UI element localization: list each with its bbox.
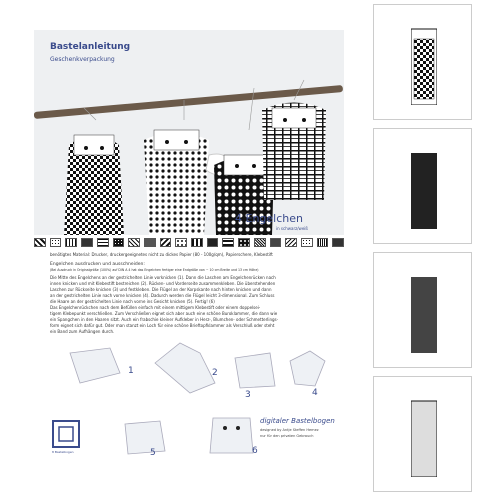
angel-pattern-3: [411, 267, 437, 353]
swatch: [34, 238, 46, 247]
step-number: 1: [128, 366, 134, 376]
product-title: 4 Engelchen: [235, 212, 303, 225]
instruction-line: Laschen zur Rückseite knicken (3) und festkleben. Die Flügel an der Korpskante nach hinten knicken und dann: [50, 287, 272, 292]
swatch: [113, 238, 125, 247]
swatch: [81, 238, 93, 247]
page-title: Bastelanleitung: [50, 42, 131, 52]
page-subtitle: Geschenkverpackung: [50, 56, 115, 63]
logo-text: 8 Bastelbogen: [52, 450, 74, 454]
thumbnail-1[interactable]: [373, 4, 472, 120]
step-1-illustration: [65, 343, 125, 388]
step-3-illustration: [230, 348, 280, 393]
instruction-line: ein Band zum Aufhängen durch.: [50, 329, 115, 334]
thumbnail-4[interactable]: [373, 376, 472, 492]
product-subtitle: in schwarz/weiß: [276, 226, 308, 231]
swatch: [175, 238, 187, 247]
swatch: [128, 238, 140, 247]
instruction-line: form eignet sich dafür gut. Oder man stanzt ein Loch für eine schöne Brieftopfklammer als Verschluß oder steht: [50, 323, 275, 328]
swatch: [317, 238, 329, 247]
swatch: [222, 238, 234, 247]
step-number: 6: [252, 446, 258, 456]
thumbnail-2[interactable]: [373, 128, 472, 244]
instruction-line: tigem Klebepunkt verschließen. Zum Verschließen eignet sich aber auch eine schöne Buroklammer, die dann wie: [50, 311, 278, 316]
swatch: [238, 238, 250, 247]
instruction-line: Das Engelchenrückchen nach dem Befüllen einfach mit einem mittigem Klebestift oder einem doppelsei-: [50, 305, 261, 310]
instruction-line: an der gestrichelten Linie nach vorne knicken (4). Dadurch werden die Flügel leicht 3-dimensional. Zum Schluss: [50, 293, 275, 298]
brand-logo: [52, 420, 80, 448]
step-4-illustration: [285, 346, 330, 391]
angel-pattern-4: [411, 391, 437, 477]
step-number: 3: [245, 390, 251, 400]
swatch: [285, 238, 297, 247]
angel-4: [262, 103, 326, 201]
swatch: [50, 238, 62, 247]
step-5-illustration: [120, 416, 170, 458]
step-number: 2: [212, 368, 218, 378]
instruction-line: innen knicken und mit Klebestift bestreichen (2). Rücken- und Vorderseite zusammenkleben. Die überstehenden: [50, 281, 276, 286]
brand-name: digitaler Bastelbogen: [260, 417, 335, 425]
swatch: [65, 238, 77, 247]
angel-1: [64, 135, 124, 235]
step-number: 5: [150, 448, 156, 458]
instruction-heading: Engelchen ausdrucken und ausschneiden:: [50, 262, 145, 267]
swatch: [191, 238, 203, 247]
swatch: [332, 238, 344, 247]
swatch: [144, 238, 156, 247]
swatch: [207, 238, 219, 247]
thumbnail-3[interactable]: [373, 252, 472, 368]
instruction-line: die Haare an der gestrichelten Linie nach vorne ins Gesicht knicken (5). Fertig! (6): [50, 299, 215, 304]
swatch: [254, 238, 266, 247]
angel-pattern-1: [411, 19, 437, 105]
instruction-note: (Bei Ausdruck in Originalgröße (100%) auf DIN A 4 hat das Engelchen fertiger eine Endgröße von ~ 10 cm Breite und 13 cm Höhe): [50, 268, 259, 272]
step-2-illustration: [150, 338, 220, 398]
pattern-swatches: [34, 238, 344, 247]
instruction-line: ein Spangchen in den Haaren sitzt. Auch ein frabschie kleiner Aufkleber in Herz-, Blumchen- oder Schmetterlings-: [50, 317, 279, 322]
angel-pattern-2: [411, 143, 437, 229]
material-text: benötigtes Material: Drucker, druckergeeignetes nicht zu dickes Papier (80 - 100g/qm), Papierschere, Klebestift: [50, 252, 273, 257]
swatch: [97, 238, 109, 247]
instruction-line: Die Mitte des Engelchens an der gestrichelten Linie vorknicken (1). Dann die Laschen am Engelchenrücken nach: [50, 275, 276, 280]
swatch: [160, 238, 172, 247]
usage-note: nur für den privaten Gebrauch: [260, 434, 314, 438]
swatch: [270, 238, 282, 247]
logo-icon: [54, 422, 78, 446]
designer-credit: designed by Antje Steffen Hemez: [260, 428, 319, 432]
swatch: [301, 238, 313, 247]
step-number: 4: [312, 388, 318, 398]
